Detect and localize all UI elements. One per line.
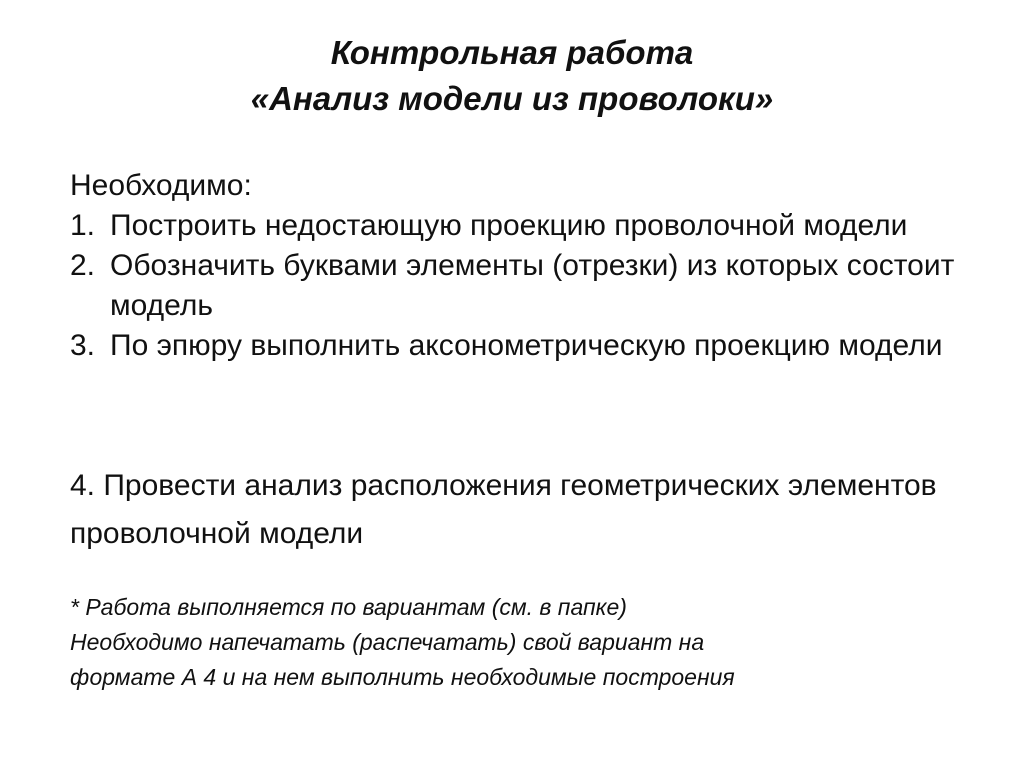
list-item-number: 1. (70, 209, 96, 242)
document-title (0, 30, 1024, 122)
footnote-line-3: формате А 4 и на нем выполнить необходимые построения (70, 664, 735, 690)
list-item-text: Обозначить буквами элементы (отрезки) из которых состоит модель (110, 249, 955, 322)
intro-text: Необходимо: (70, 169, 252, 202)
list-item (70, 326, 970, 366)
title-line-1: Контрольная работа (330, 34, 694, 71)
footnote-line-2: Необходимо напечатать (распечатать) свой вариант на (70, 629, 705, 655)
list-item (70, 246, 970, 326)
task-list (70, 206, 970, 366)
list-item-4: 4. Провести анализ расположения геометрических элементов проволочной модели (70, 469, 937, 550)
list-item (70, 206, 970, 246)
footnote-line-1: * Работа выполняется по вариантам (см. в папке) (70, 594, 627, 620)
title-line-2: «Анализ модели из проволоки» (250, 80, 774, 117)
list-item-number: 2. (70, 249, 96, 282)
list-item-text: Построить недостающую проекцию проволочной модели (110, 209, 908, 242)
list-item-text: По эпюру выполнить аксонометрическую проекцию модели (110, 329, 943, 362)
list-item-number: 3. (70, 329, 96, 362)
footnote (70, 590, 970, 695)
